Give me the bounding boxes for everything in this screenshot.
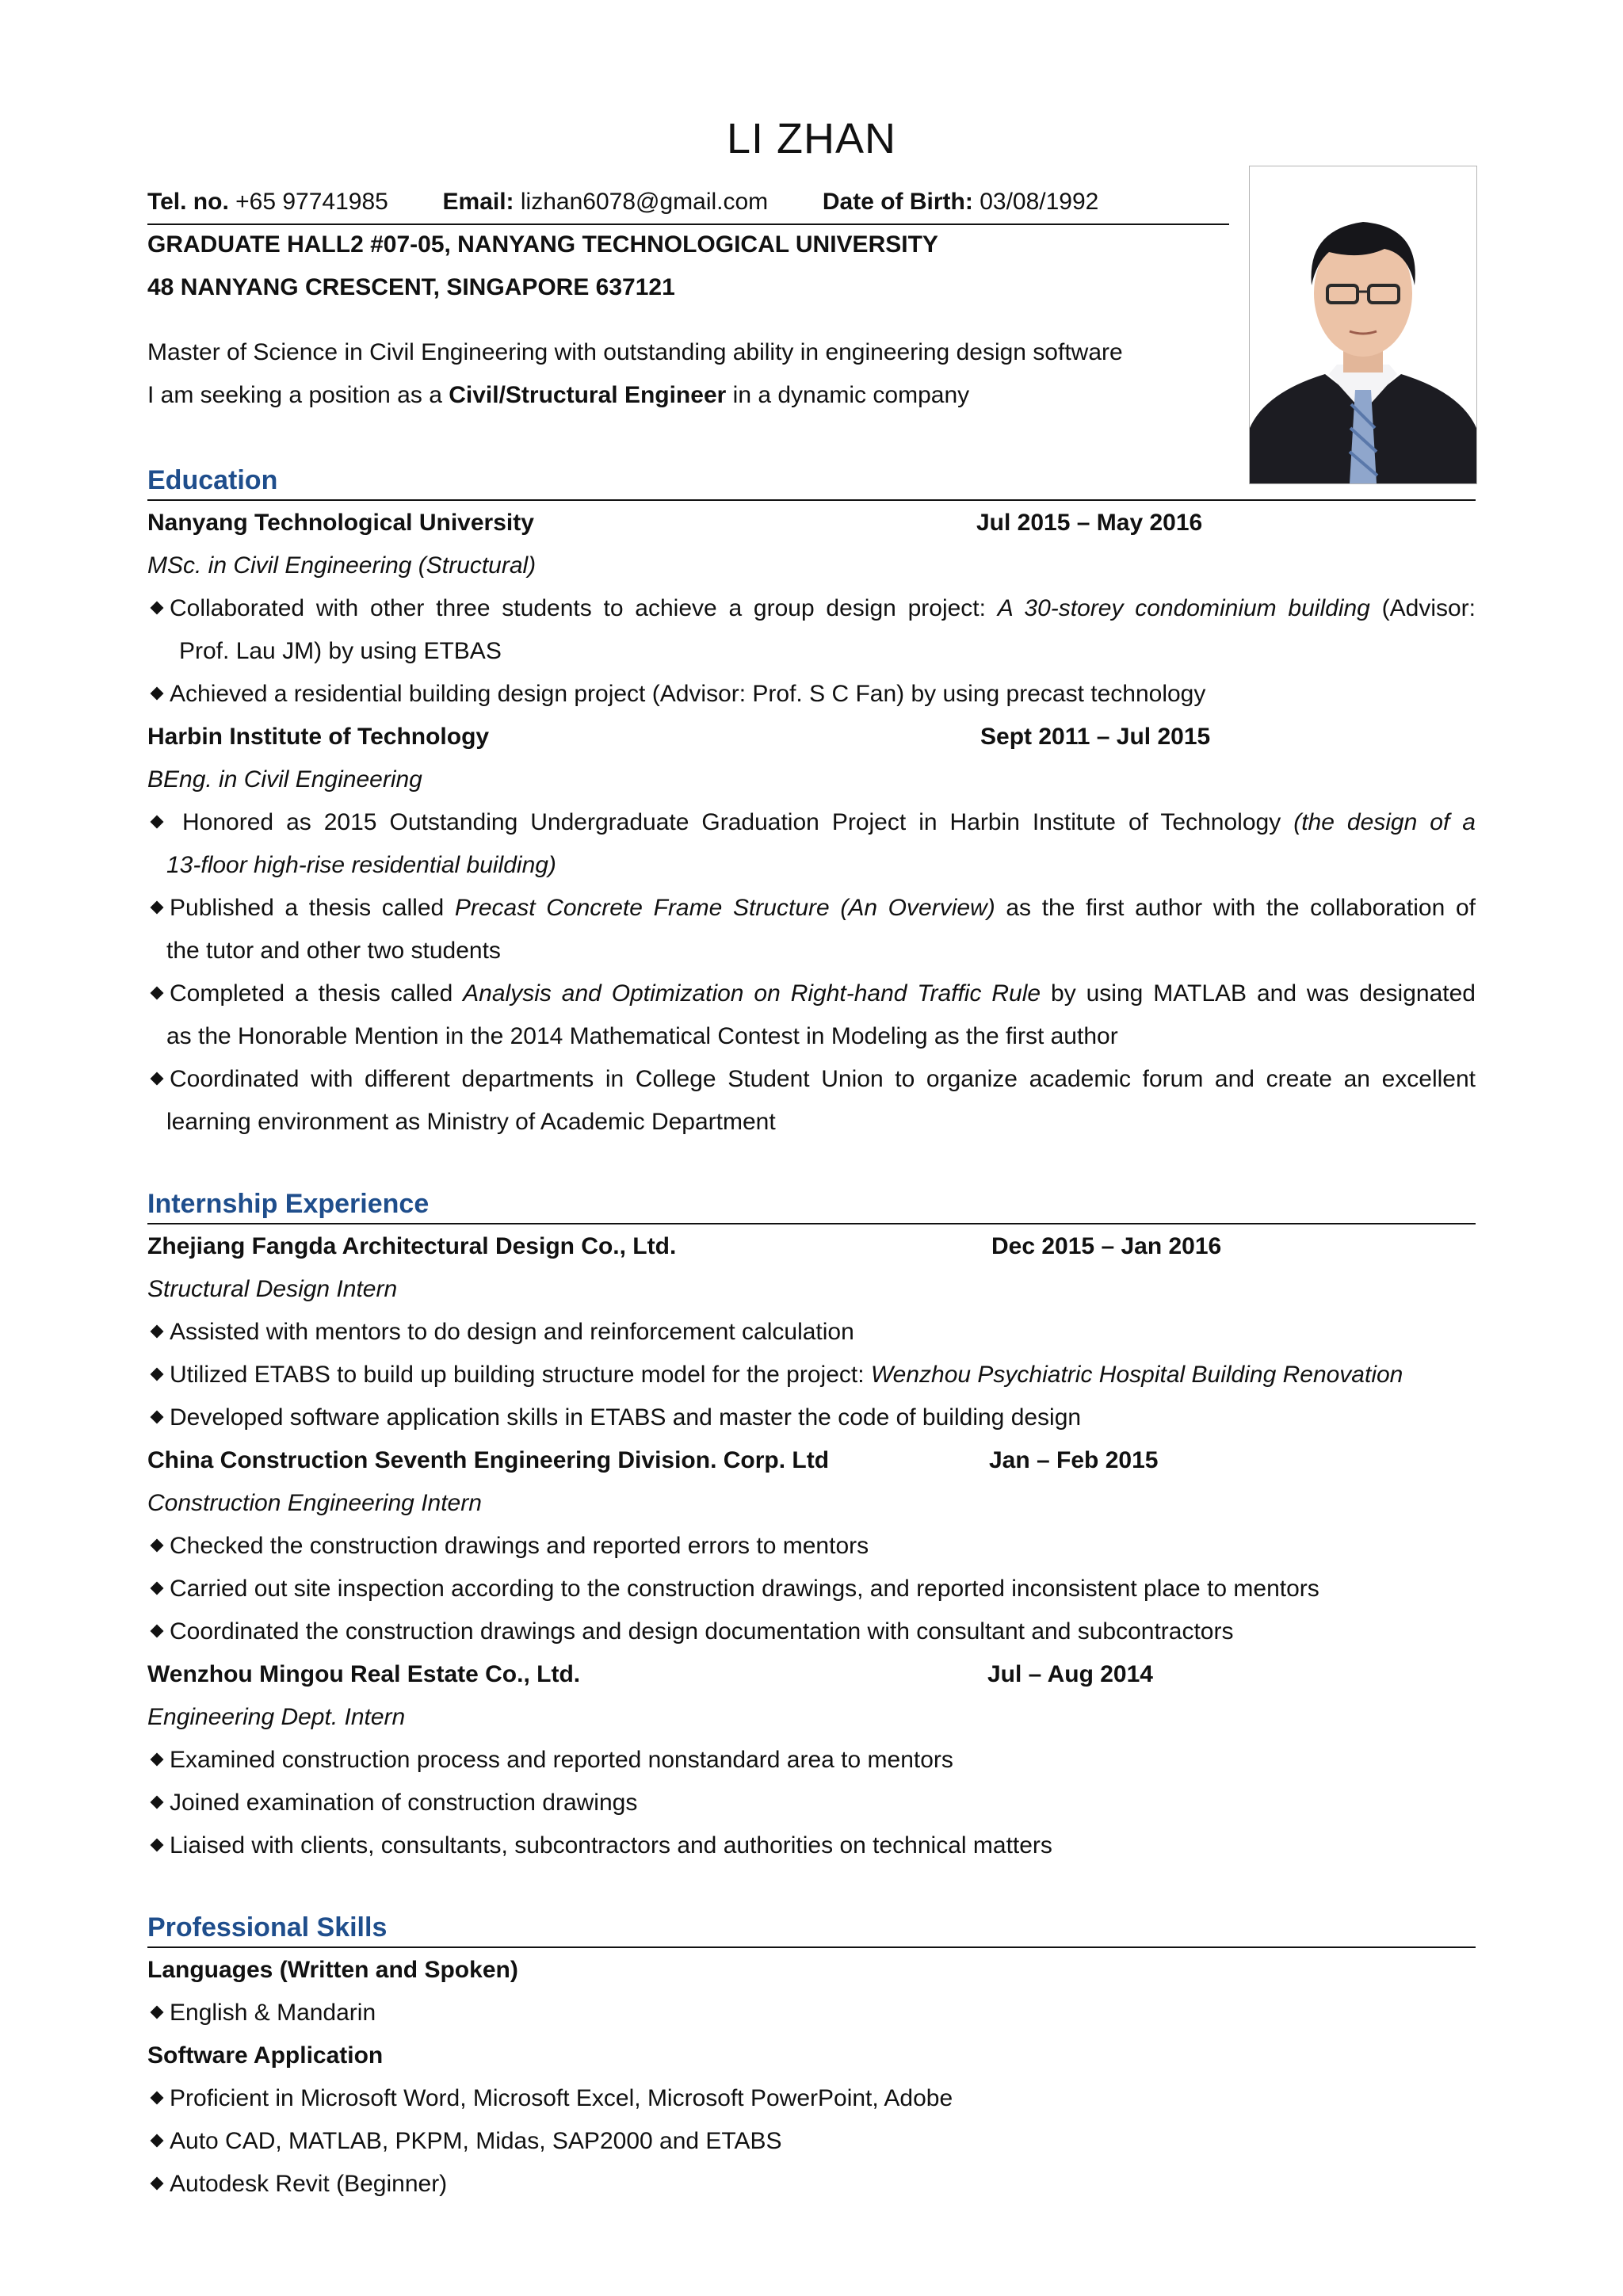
hit-bullet-4 — [147, 1058, 1476, 1101]
skills-divider — [147, 1946, 1476, 1948]
ntu-bullet-1-cont: Prof. Lau JM) by using ETBAS — [179, 638, 502, 664]
ccsed-bullet-3 — [147, 1610, 1234, 1653]
bullet-text: Achieved a residential building design project (Advisor: Prof. S C Fan) by using precast technology — [170, 681, 1206, 707]
fangda-role: Structural Design Intern — [147, 1276, 398, 1302]
bullet-text: Published a thesis called — [170, 895, 455, 921]
bullet-icon — [151, 987, 164, 1000]
bullet-icon — [151, 2006, 164, 2019]
ntu-dates: Jul 2015 – May 2016 — [976, 510, 1203, 536]
bullet-text: Assisted with mentors to do design and reinforcement calculation — [170, 1319, 854, 1345]
hit-bullet-4-cont: learning environment as Ministry of Academic Department — [166, 1109, 776, 1135]
mingou-bullet-2 — [147, 1782, 637, 1824]
hit-bullet-3-cont: as the Honorable Mention in the 2014 Mathematical Contest in Modeling as the first author — [166, 1023, 1118, 1049]
email-value: lizhan6078@gmail.com — [514, 189, 769, 215]
bullet-icon — [151, 1796, 164, 1809]
address-line-2: 48 NANYANG CRESCENT, SINGAPORE 637121 — [147, 274, 675, 300]
tel-value: +65 97741985 — [228, 189, 388, 215]
bullet-icon — [151, 901, 164, 915]
project-name: Wenzhou Psychiatric Hospital Building Renovation — [870, 1362, 1403, 1388]
software-bullet-3 — [147, 2163, 447, 2206]
bullet-icon — [151, 1072, 164, 1086]
summary-text: in a dynamic company — [726, 382, 970, 408]
bullet-icon — [151, 1411, 164, 1424]
fangda-bullet-1 — [147, 1311, 854, 1354]
bullet-icon — [151, 2134, 164, 2148]
education-divider — [147, 499, 1476, 501]
bullet-text: Examined construction process and reported nonstandard area to mentors — [170, 1747, 953, 1773]
mingou-role: Engineering Dept. Intern — [147, 1704, 406, 1730]
thesis-title: Analysis and Optimization on Right-hand Traffic Rule — [463, 980, 1041, 1007]
mingou-bullet-3 — [147, 1824, 1052, 1867]
languages-heading: Languages (Written and Spoken) — [147, 1957, 518, 1983]
bullet-icon — [151, 2092, 164, 2105]
hit-school: Harbin Institute of Technology — [147, 724, 490, 750]
fangda-company: Zhejiang Fangda Architectural Design Co., Ltd. — [147, 1233, 677, 1259]
bullet-icon — [151, 1325, 164, 1339]
bullet-text: Utilized ETABS to build up building structure model for the project: — [170, 1362, 871, 1388]
tel-label: Tel. no. — [147, 189, 229, 215]
bullet-text: English & Mandarin — [170, 2000, 376, 2026]
bullet-text: (Advisor: — [1369, 595, 1476, 621]
section-title-internship: Internship Experience — [147, 1189, 430, 1219]
summary-line-2 — [147, 374, 969, 417]
email-label: Email: — [442, 189, 514, 215]
bullet-text: Liaised with clients, consultants, subcontractors and authorities on technical matters — [170, 1832, 1052, 1859]
hit-bullet-2-cont: the tutor and other two students — [166, 938, 501, 964]
software-heading: Software Application — [147, 2042, 384, 2069]
thesis-title: Precast Concrete Frame Structure (An Overview) — [454, 895, 995, 921]
ntu-school: Nanyang Technological University — [147, 510, 534, 536]
bullet-text: Completed a thesis called — [170, 980, 464, 1007]
portrait-image — [1250, 166, 1476, 483]
bullet-text: by using MATLAB and was designated — [1041, 980, 1476, 1007]
ccsed-role: Construction Engineering Intern — [147, 1490, 482, 1516]
hit-bullet-1 — [147, 801, 1476, 844]
mingou-bullet-1 — [147, 1739, 953, 1782]
section-title-education: Education — [147, 465, 278, 495]
address-line-1: GRADUATE HALL2 #07-05, NANYANG TECHNOLOGICAL UNIVERSITY — [147, 231, 938, 258]
ntu-bullet-1 — [147, 587, 1476, 630]
hit-bullet-3 — [147, 972, 1476, 1015]
bullet-icon — [151, 1625, 164, 1638]
bullet-icon — [151, 1582, 164, 1595]
contact-line — [147, 181, 1098, 223]
internship-divider — [147, 1223, 1476, 1224]
target-role: Civil/Structural Engineer — [449, 382, 727, 408]
candidate-name: LI ZHAN — [726, 115, 897, 162]
bullet-text: Auto CAD, MATLAB, PKPM, Midas, SAP2000 and ETABS — [170, 2128, 782, 2154]
bullet-text: as the first author with the collaboration of — [995, 895, 1476, 921]
bullet-text: Honored as 2015 Outstanding Undergraduate Graduation Project in Harbin Institute of Technology — [170, 809, 1294, 835]
fangda-bullet-3 — [147, 1396, 1081, 1439]
ntu-bullet-2 — [147, 673, 1205, 716]
ntu-degree: MSc. in Civil Engineering (Structural) — [147, 552, 537, 579]
ccsed-company: China Construction Seventh Engineering Division. Corp. Ltd — [147, 1447, 830, 1473]
bullet-icon — [151, 687, 164, 701]
dob-label: Date of Birth: — [822, 189, 973, 215]
bullet-icon — [151, 1839, 164, 1852]
software-bullet-2 — [147, 2120, 782, 2163]
bullet-icon — [151, 1753, 164, 1767]
ccsed-bullet-1 — [147, 1525, 869, 1568]
bullet-text: Coordinated with different departments in College Student Union to organize academic forum and create an excellent — [170, 1066, 1476, 1092]
bullet-text: Autodesk Revit (Beginner) — [170, 2171, 448, 2197]
bullet-text: Coordinated the construction drawings and design documentation with consultant and subcontractors — [170, 1618, 1234, 1645]
mingou-company: Wenzhou Mingou Real Estate Co., Ltd. — [147, 1661, 581, 1687]
section-title-skills: Professional Skills — [147, 1912, 388, 1943]
summary-line-1: Master of Science in Civil Engineering with outstanding ability in engineering design software — [147, 339, 1123, 365]
bullet-icon — [151, 2177, 164, 2191]
dob-value: 03/08/1992 — [972, 189, 1099, 215]
software-bullet-1 — [147, 2077, 953, 2120]
fangda-bullet-2 — [147, 1354, 1403, 1396]
bullet-text: Developed software application skills in ETABS and master the code of building design — [170, 1404, 1082, 1431]
bullet-text: Checked the construction drawings and reported errors to mentors — [170, 1533, 869, 1559]
project-name: (the design of a — [1293, 809, 1476, 835]
fangda-dates: Dec 2015 – Jan 2016 — [991, 1233, 1222, 1259]
bullet-icon — [151, 816, 164, 829]
bullet-text: Collaborated with other three students to achieve a group design project: — [170, 595, 998, 621]
hit-dates: Sept 2011 – Jul 2015 — [980, 724, 1211, 750]
project-name: A 30-storey condominium building — [997, 595, 1370, 621]
bullet-text: Proficient in Microsoft Word, Microsoft Excel, Microsoft PowerPoint, Adobe — [170, 2085, 953, 2111]
hit-bullet-2 — [147, 887, 1476, 930]
profile-photo — [1249, 166, 1477, 484]
bullet-text: Joined examination of construction drawings — [170, 1790, 638, 1816]
bullet-icon — [151, 602, 164, 615]
bullet-icon — [151, 1539, 164, 1553]
ccsed-dates: Jan – Feb 2015 — [989, 1447, 1159, 1473]
bullet-icon — [151, 1368, 164, 1381]
ccsed-bullet-2 — [147, 1568, 1319, 1610]
languages-bullet-1 — [147, 1992, 376, 2034]
bullet-text: Carried out site inspection according to the construction drawings, and reported inconsistent place to mentors — [170, 1576, 1319, 1602]
hit-degree: BEng. in Civil Engineering — [147, 766, 422, 793]
hit-bullet-1-cont: 13-floor high-rise residential building) — [166, 852, 556, 878]
mingou-dates: Jul – Aug 2014 — [987, 1661, 1153, 1687]
summary-text: I am seeking a position as a — [147, 382, 449, 408]
